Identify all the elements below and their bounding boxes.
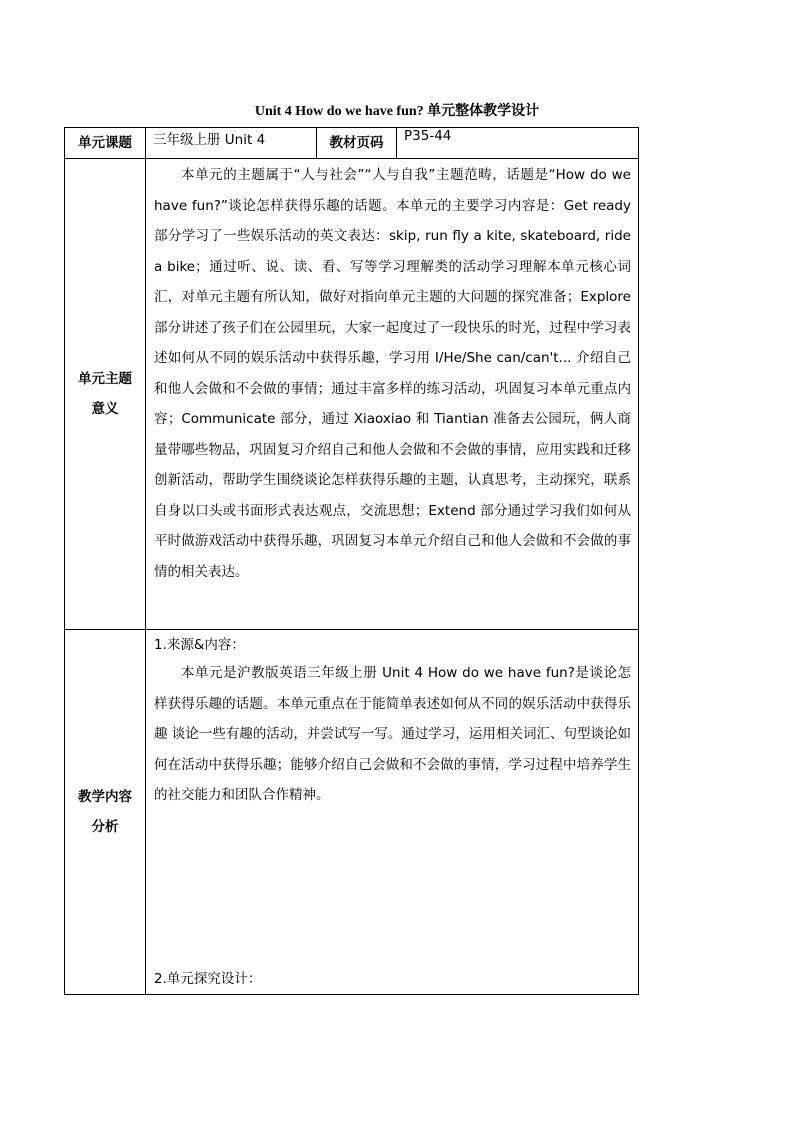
analysis-label-line1: 教学内容 xyxy=(78,789,132,805)
significance-label-cell xyxy=(65,159,146,630)
header-row xyxy=(65,128,639,159)
unit-topic-value: 三年级上册 Unit 4 xyxy=(146,128,317,159)
analysis-label-cell xyxy=(65,630,146,995)
significance-label-line2: 意义 xyxy=(91,401,119,417)
significance-text: 本单元的主题属于“人与社会”“人与自我”主题范畴，话题是“How do we have fun?”谈论怎样获得乐趣的话题。本单元的主要学习内容是：Get ready 部分学习了一些娱乐活动的英文表达：skip, run fly a kite, skateboard, ride a bike；通过听、说、读、看、写等学习理解类的活动学习理解本单元核心词汇，对单元主题有所认知，做好对指向单元主题的大问题的探究准备；Explore 部分讲述了孩子们在公园里玩，大家一起度过了一段快乐的时光，过程中学习表述如何从不同的娱乐活动中获得乐趣，学习用 I/He/She can/can't... 介绍自己和他人会做和不会做的事情；通过丰富多样的练习活动，巩固复习本单元重点内容；Communicate 部分，通过 Xiaoxiao 和 Tiantian 准备去公园玩，俩人商量带哪些物品，巩固复习介绍自己和他人会做和不会做的事情，应用实践和迁移创新活动，帮助学生围绕谈论怎样获得乐趣的主题，认真思考，主动探究，联系自身以口头或书面形式表达观点，交流思想；Extend 部分通过学习我们如何从平时做游戏活动中获得乐趣，巩固复习本单元介绍自己和他人会做和不会做的事情的相关表达。 xyxy=(154,167,631,580)
document-title: Unit 4 How do we have fun? 单元整体教学设计 xyxy=(254,104,540,119)
textbook-pages-value: P35-44 xyxy=(397,128,639,159)
unit-topic-label: 单元课题 xyxy=(65,128,146,159)
significance-content-cell xyxy=(146,159,639,630)
significance-label-line1: 单元主题 xyxy=(78,371,132,387)
analysis-label-line2: 分析 xyxy=(91,819,119,835)
source-content-text: 本单元是沪教版英语三年级上册 Unit 4 How do we have fun?是谈论怎样获得乐趣的话题。本单元重点在于能简单表述如何从不同的娱乐活动中获得乐趣 谈论一些有趣的活动，并尝试写一写。通过学习，运用相关词汇、句型谈论如何在活动中获得乐趣；能够介绍自己会做和不会做的事情，学习过程中培养学生的社交能力和团队合作精神。 xyxy=(154,665,631,803)
unit-design-table xyxy=(64,127,639,995)
unit-inquiry-heading: 2.单元探究设计： xyxy=(154,971,262,987)
textbook-pages-label: 教材页码 xyxy=(317,128,397,159)
analysis-row xyxy=(65,630,639,995)
significance-row xyxy=(65,159,639,630)
analysis-content-cell xyxy=(146,630,639,995)
source-content-heading: 1.来源&内容： xyxy=(154,637,245,653)
